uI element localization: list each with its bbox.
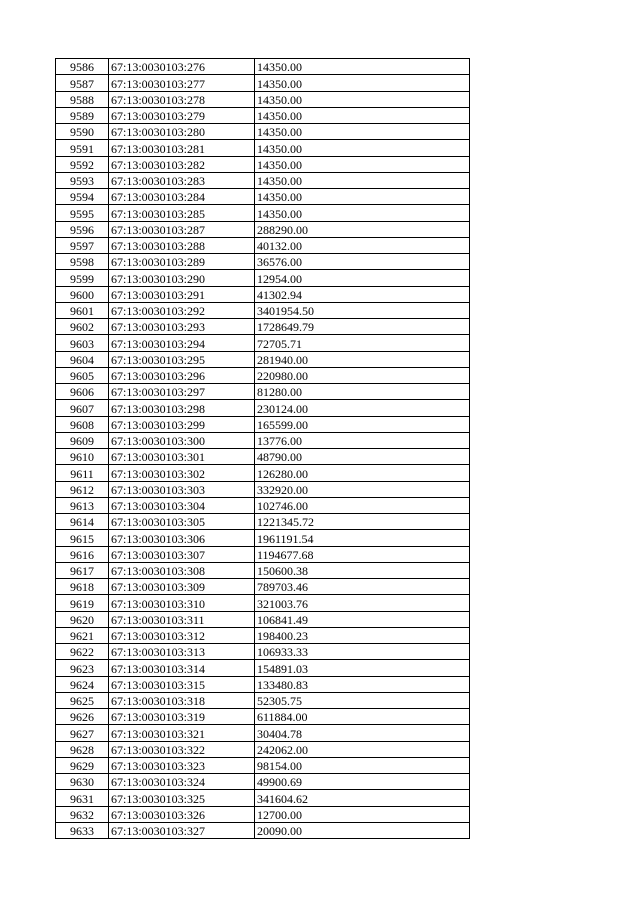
value-cell: 48790.00 xyxy=(255,449,470,465)
row-number-cell: 9615 xyxy=(56,530,109,546)
row-number-cell: 9596 xyxy=(56,221,109,237)
cadastral-number-cell: 67:13:0030103:295 xyxy=(109,351,255,367)
cadastral-number-cell: 67:13:0030103:281 xyxy=(109,140,255,156)
value-cell: 198400.23 xyxy=(255,627,470,643)
row-number-cell: 9606 xyxy=(56,384,109,400)
row-number-cell: 9605 xyxy=(56,367,109,383)
cadastral-number-cell: 67:13:0030103:292 xyxy=(109,302,255,318)
row-number-cell: 9607 xyxy=(56,400,109,416)
value-cell: 133480.83 xyxy=(255,676,470,692)
value-cell: 106933.33 xyxy=(255,644,470,660)
table-row xyxy=(56,59,470,75)
table-row xyxy=(56,546,470,562)
value-cell: 81280.00 xyxy=(255,384,470,400)
cadastral-number-cell: 67:13:0030103:322 xyxy=(109,741,255,757)
table-row xyxy=(56,692,470,708)
row-number-cell: 9610 xyxy=(56,449,109,465)
row-number-cell: 9589 xyxy=(56,107,109,123)
row-number-cell: 9621 xyxy=(56,627,109,643)
table-row xyxy=(56,205,470,221)
cadastral-number-cell: 67:13:0030103:280 xyxy=(109,124,255,140)
table-row xyxy=(56,725,470,741)
value-cell: 3401954.50 xyxy=(255,302,470,318)
value-cell: 14350.00 xyxy=(255,59,470,75)
cadastral-number-cell: 67:13:0030103:301 xyxy=(109,449,255,465)
table-row xyxy=(56,400,470,416)
table-row xyxy=(56,757,470,773)
cadastral-number-cell: 67:13:0030103:309 xyxy=(109,579,255,595)
value-cell: 14350.00 xyxy=(255,75,470,91)
table-row xyxy=(56,676,470,692)
value-cell: 98154.00 xyxy=(255,757,470,773)
row-number-cell: 9601 xyxy=(56,302,109,318)
cadastral-number-cell: 67:13:0030103:279 xyxy=(109,107,255,123)
row-number-cell: 9619 xyxy=(56,595,109,611)
cadastral-number-cell: 67:13:0030103:293 xyxy=(109,319,255,335)
value-cell: 288290.00 xyxy=(255,221,470,237)
row-number-cell: 9603 xyxy=(56,335,109,351)
row-number-cell: 9595 xyxy=(56,205,109,221)
value-cell: 14350.00 xyxy=(255,156,470,172)
cadastral-number-cell: 67:13:0030103:297 xyxy=(109,384,255,400)
value-cell: 14350.00 xyxy=(255,172,470,188)
table-row xyxy=(56,189,470,205)
cadastral-number-cell: 67:13:0030103:303 xyxy=(109,481,255,497)
row-number-cell: 9600 xyxy=(56,286,109,302)
row-number-cell: 9629 xyxy=(56,757,109,773)
table-row xyxy=(56,416,470,432)
table-row xyxy=(56,660,470,676)
value-cell: 20090.00 xyxy=(255,822,470,838)
value-cell: 1221345.72 xyxy=(255,514,470,530)
row-number-cell: 9630 xyxy=(56,774,109,790)
cadastral-number-cell: 67:13:0030103:305 xyxy=(109,514,255,530)
table-row xyxy=(56,481,470,497)
value-cell: 72705.71 xyxy=(255,335,470,351)
cadastral-number-cell: 67:13:0030103:313 xyxy=(109,644,255,660)
row-number-cell: 9597 xyxy=(56,237,109,253)
table-row xyxy=(56,644,470,660)
cadastral-number-cell: 67:13:0030103:299 xyxy=(109,416,255,432)
table-row xyxy=(56,627,470,643)
value-cell: 102746.00 xyxy=(255,497,470,513)
table-row xyxy=(56,579,470,595)
table-row xyxy=(56,514,470,530)
value-cell: 154891.03 xyxy=(255,660,470,676)
row-number-cell: 9591 xyxy=(56,140,109,156)
value-cell: 36576.00 xyxy=(255,254,470,270)
table-row xyxy=(56,156,470,172)
row-number-cell: 9592 xyxy=(56,156,109,172)
row-number-cell: 9622 xyxy=(56,644,109,660)
table-row xyxy=(56,367,470,383)
table-row xyxy=(56,562,470,578)
cadastral-number-cell: 67:13:0030103:289 xyxy=(109,254,255,270)
row-number-cell: 9631 xyxy=(56,790,109,806)
row-number-cell: 9617 xyxy=(56,562,109,578)
value-cell: 150600.38 xyxy=(255,562,470,578)
cadastral-value-table xyxy=(55,58,470,839)
value-cell: 341604.62 xyxy=(255,790,470,806)
cadastral-number-cell: 67:13:0030103:291 xyxy=(109,286,255,302)
table-row xyxy=(56,172,470,188)
value-cell: 12700.00 xyxy=(255,806,470,822)
row-number-cell: 9608 xyxy=(56,416,109,432)
cadastral-number-cell: 67:13:0030103:284 xyxy=(109,189,255,205)
cadastral-number-cell: 67:13:0030103:290 xyxy=(109,270,255,286)
cadastral-number-cell: 67:13:0030103:282 xyxy=(109,156,255,172)
value-cell: 14350.00 xyxy=(255,91,470,107)
value-cell: 230124.00 xyxy=(255,400,470,416)
value-cell: 13776.00 xyxy=(255,432,470,448)
value-cell: 30404.78 xyxy=(255,725,470,741)
row-number-cell: 9590 xyxy=(56,124,109,140)
table-row xyxy=(56,790,470,806)
table-row xyxy=(56,270,470,286)
cadastral-number-cell: 67:13:0030103:285 xyxy=(109,205,255,221)
cadastral-number-cell: 67:13:0030103:308 xyxy=(109,562,255,578)
value-cell: 40132.00 xyxy=(255,237,470,253)
cadastral-number-cell: 67:13:0030103:326 xyxy=(109,806,255,822)
value-cell: 12954.00 xyxy=(255,270,470,286)
value-cell: 281940.00 xyxy=(255,351,470,367)
value-cell: 321003.76 xyxy=(255,595,470,611)
value-cell: 49900.69 xyxy=(255,774,470,790)
table-row xyxy=(56,465,470,481)
row-number-cell: 9626 xyxy=(56,709,109,725)
table-row xyxy=(56,822,470,838)
value-cell: 106841.49 xyxy=(255,611,470,627)
row-number-cell: 9628 xyxy=(56,741,109,757)
row-number-cell: 9624 xyxy=(56,676,109,692)
value-cell: 611884.00 xyxy=(255,709,470,725)
value-cell: 14350.00 xyxy=(255,205,470,221)
cadastral-number-cell: 67:13:0030103:288 xyxy=(109,237,255,253)
table-row xyxy=(56,107,470,123)
table-row xyxy=(56,384,470,400)
cadastral-number-cell: 67:13:0030103:287 xyxy=(109,221,255,237)
table-row xyxy=(56,774,470,790)
table-row xyxy=(56,237,470,253)
row-number-cell: 9588 xyxy=(56,91,109,107)
row-number-cell: 9598 xyxy=(56,254,109,270)
row-number-cell: 9594 xyxy=(56,189,109,205)
row-number-cell: 9632 xyxy=(56,806,109,822)
row-number-cell: 9602 xyxy=(56,319,109,335)
cadastral-number-cell: 67:13:0030103:307 xyxy=(109,546,255,562)
value-cell: 126280.00 xyxy=(255,465,470,481)
value-cell: 14350.00 xyxy=(255,107,470,123)
cadastral-number-cell: 67:13:0030103:325 xyxy=(109,790,255,806)
cadastral-number-cell: 67:13:0030103:277 xyxy=(109,75,255,91)
table-row xyxy=(56,254,470,270)
value-cell: 41302.94 xyxy=(255,286,470,302)
row-number-cell: 9586 xyxy=(56,59,109,75)
cadastral-number-cell: 67:13:0030103:278 xyxy=(109,91,255,107)
row-number-cell: 9609 xyxy=(56,432,109,448)
table-body xyxy=(56,59,470,839)
row-number-cell: 9613 xyxy=(56,497,109,513)
table-row xyxy=(56,140,470,156)
cadastral-number-cell: 67:13:0030103:327 xyxy=(109,822,255,838)
row-number-cell: 9604 xyxy=(56,351,109,367)
cadastral-number-cell: 67:13:0030103:324 xyxy=(109,774,255,790)
row-number-cell: 9620 xyxy=(56,611,109,627)
cadastral-number-cell: 67:13:0030103:319 xyxy=(109,709,255,725)
table-row xyxy=(56,124,470,140)
table-row xyxy=(56,611,470,627)
table-row xyxy=(56,319,470,335)
row-number-cell: 9614 xyxy=(56,514,109,530)
table-row xyxy=(56,351,470,367)
table-row xyxy=(56,221,470,237)
table-row xyxy=(56,335,470,351)
row-number-cell: 9612 xyxy=(56,481,109,497)
value-cell: 52305.75 xyxy=(255,692,470,708)
value-cell: 332920.00 xyxy=(255,481,470,497)
table-row xyxy=(56,432,470,448)
value-cell: 14350.00 xyxy=(255,189,470,205)
cadastral-number-cell: 67:13:0030103:312 xyxy=(109,627,255,643)
value-cell: 165599.00 xyxy=(255,416,470,432)
cadastral-number-cell: 67:13:0030103:314 xyxy=(109,660,255,676)
cadastral-number-cell: 67:13:0030103:315 xyxy=(109,676,255,692)
cadastral-number-cell: 67:13:0030103:311 xyxy=(109,611,255,627)
cadastral-number-cell: 67:13:0030103:283 xyxy=(109,172,255,188)
cadastral-number-cell: 67:13:0030103:318 xyxy=(109,692,255,708)
table-row xyxy=(56,497,470,513)
row-number-cell: 9625 xyxy=(56,692,109,708)
row-number-cell: 9587 xyxy=(56,75,109,91)
value-cell: 1728649.79 xyxy=(255,319,470,335)
value-cell: 242062.00 xyxy=(255,741,470,757)
row-number-cell: 9618 xyxy=(56,579,109,595)
table-row xyxy=(56,286,470,302)
cadastral-number-cell: 67:13:0030103:300 xyxy=(109,432,255,448)
row-number-cell: 9633 xyxy=(56,822,109,838)
value-cell: 1194677.68 xyxy=(255,546,470,562)
cadastral-number-cell: 67:13:0030103:296 xyxy=(109,367,255,383)
value-cell: 14350.00 xyxy=(255,140,470,156)
cadastral-number-cell: 67:13:0030103:304 xyxy=(109,497,255,513)
cadastral-number-cell: 67:13:0030103:306 xyxy=(109,530,255,546)
row-number-cell: 9611 xyxy=(56,465,109,481)
table-row xyxy=(56,449,470,465)
cadastral-number-cell: 67:13:0030103:276 xyxy=(109,59,255,75)
cadastral-number-cell: 67:13:0030103:323 xyxy=(109,757,255,773)
cadastral-number-cell: 67:13:0030103:302 xyxy=(109,465,255,481)
table-row xyxy=(56,806,470,822)
table-row xyxy=(56,709,470,725)
table-row xyxy=(56,91,470,107)
row-number-cell: 9593 xyxy=(56,172,109,188)
cadastral-number-cell: 67:13:0030103:294 xyxy=(109,335,255,351)
table-row xyxy=(56,741,470,757)
cadastral-number-cell: 67:13:0030103:310 xyxy=(109,595,255,611)
table-row xyxy=(56,302,470,318)
row-number-cell: 9616 xyxy=(56,546,109,562)
row-number-cell: 9599 xyxy=(56,270,109,286)
cadastral-number-cell: 67:13:0030103:298 xyxy=(109,400,255,416)
table-row xyxy=(56,595,470,611)
value-cell: 220980.00 xyxy=(255,367,470,383)
value-cell: 14350.00 xyxy=(255,124,470,140)
value-cell: 789703.46 xyxy=(255,579,470,595)
cadastral-number-cell: 67:13:0030103:321 xyxy=(109,725,255,741)
table-row xyxy=(56,530,470,546)
row-number-cell: 9627 xyxy=(56,725,109,741)
table-row xyxy=(56,75,470,91)
value-cell: 1961191.54 xyxy=(255,530,470,546)
row-number-cell: 9623 xyxy=(56,660,109,676)
